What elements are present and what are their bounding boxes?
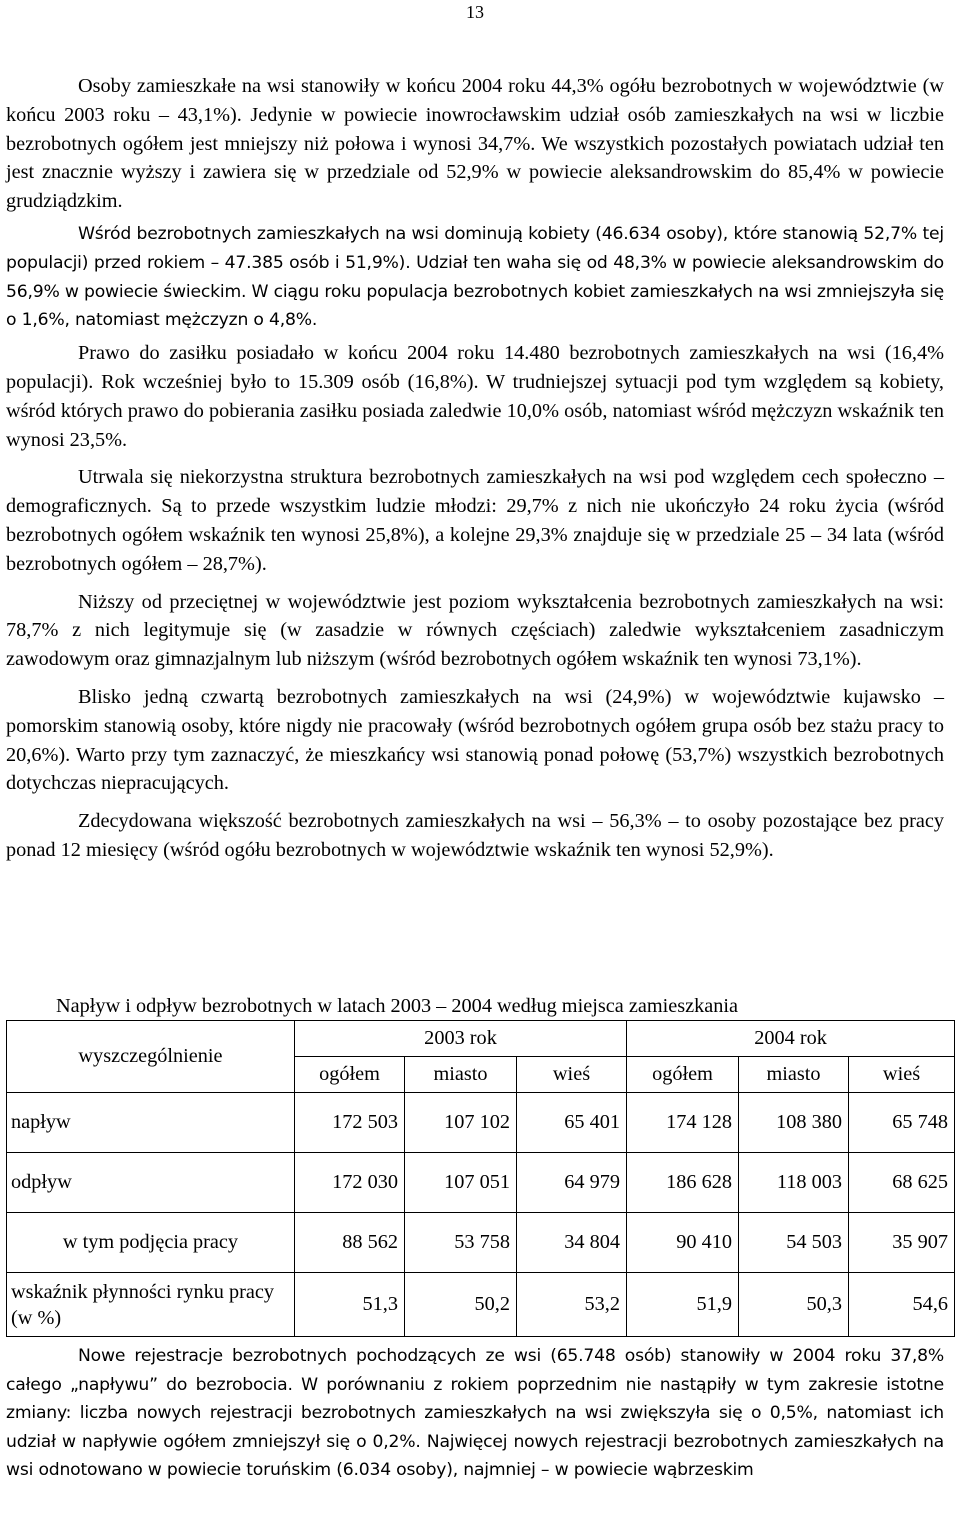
table-cell: 51,9 <box>627 1273 739 1337</box>
body-text <box>6 72 944 865</box>
header-cell-sub: ogółem <box>295 1057 405 1093</box>
table-cell: 68 625 <box>849 1153 955 1213</box>
table-cell: 186 628 <box>627 1153 739 1213</box>
table-row <box>7 1093 955 1153</box>
header-cell-sub: ogółem <box>627 1057 739 1093</box>
table-row <box>7 1213 955 1273</box>
table-cell: 65 401 <box>517 1093 627 1153</box>
row-label: odpływ <box>7 1153 295 1213</box>
paragraph-long-term: Zdecydowana większość bezrobotnych zamieszkałych na wsi – 56,3% – to osoby pozostające bez pracy ponad 12 miesięcy (wśród ogółu bezrobotnych w województwie wskaźnik ten wynosi 52,9%). <box>6 810 944 861</box>
table-cell: 118 003 <box>739 1153 849 1213</box>
paragraph-women: Wśród bezrobotnych zamieszkałych na wsi dominują kobiety (46.634 osoby), które stanowią 52,7% tej populacji) przed rokiem – 47.385 osób i 51,9%). Udział ten waha się od 48,3% w powiecie aleksandrowskim do 56,9% w powiecie świeckim. W ciągu roku populacja bezrobotnych kobiet zamieszkałych na wsi zmniejszyła się o 1,6%, natomiast mężczyzn o 4,8%. <box>6 223 944 331</box>
body-text-after-table <box>6 1342 944 1485</box>
header-cell-sub: wieś <box>517 1057 627 1093</box>
table-cell: 172 030 <box>295 1153 405 1213</box>
header-cell-label: wyszczególnienie <box>7 1021 295 1093</box>
table-cell: 50,3 <box>739 1273 849 1337</box>
table-row <box>7 1153 955 1213</box>
table-cell: 53,2 <box>517 1273 627 1337</box>
paragraph-rural-share: Osoby zamieszkałe na wsi stanowiły w końcu 2004 roku 44,3% ogółu bezrobotnych w województwie (w końcu 2003 roku – 43,1%). Jedynie w powiecie inowrocławskim udział osób zamieszkałych na wsi w liczbie bezrobotnych ogółem jest mniejszy niż połowa i wynosi 34,7%. We wszystkich pozostałych powiatach udział ten jest znacznie wyższy i zawiera się w przedziale od 52,9% w powiecie aleksandrowskim do 85,4% w powiecie grudziądzkim. <box>6 75 944 213</box>
table-cell: 88 562 <box>295 1213 405 1273</box>
table-cell: 108 380 <box>739 1093 849 1153</box>
table-cell: 54,6 <box>849 1273 955 1337</box>
header-cell-sub: miasto <box>405 1057 517 1093</box>
header-cell-year: 2004 rok <box>627 1021 955 1057</box>
paragraph-new-registrations: Nowe rejestracje bezrobotnych pochodzących ze wsi (65.748 osób) stanowiły w 2004 roku 37,8% całego „napływu” do bezrobocia. W porównaniu z rokiem poprzednim nie nastąpiły w tym zakresie istotne zmiany: liczba nowych rejestracji bezrobotnych zamieszkałych na wsi zwiększyła się o 0,5%, natomiast ich udział w napływie ogółem zmniejszył się o 0,2%. Najwięcej nowych rejestracji bezrobotnych zamieszkałych na wsi odnotowano w powiecie toruńskim (6.034 osoby), najmniej – w powiecie wąbrzeskim <box>6 1346 944 1481</box>
table-cell: 90 410 <box>627 1213 739 1273</box>
header-cell-sub: miasto <box>739 1057 849 1093</box>
row-label: napływ <box>7 1093 295 1153</box>
table-cell: 53 758 <box>405 1213 517 1273</box>
table-cell: 35 907 <box>849 1213 955 1273</box>
table-cell: 65 748 <box>849 1093 955 1153</box>
header-cell-sub: wieś <box>849 1057 955 1093</box>
table-caption: Napływ i odpływ bezrobotnych w latach 2003 – 2004 według miejsca zamieszkania <box>56 995 739 1017</box>
row-label: w tym podjęcia pracy <box>7 1213 295 1273</box>
flow-table <box>6 1020 955 1337</box>
table-cell: 64 979 <box>517 1153 627 1213</box>
paragraph-demographics: Utrwala się niekorzystna struktura bezrobotnych zamieszkałych na wsi pod względem cech społeczno – demograficznych. Są to przede wszystkim ludzie młodzi: 29,7% z nich nie ukończyło 24 roku życia (wśród bezrobotnych ogółem wskaźnik ten wynosi 25,8%), a kolejne 29,3% znajduje się w przedziale 25 – 34 lata (wśród bezrobotnych ogółem – 28,7%). <box>6 466 944 575</box>
table-cell: 174 128 <box>627 1093 739 1153</box>
paragraph-benefits: Prawo do zasiłku posiadało w końcu 2004 roku 14.480 bezrobotnych zamieszkałych na wsi (16,4% populacji). Rok wcześniej było to 15.309 osób (16,8%). W trudniejszej sytuacji pod tym względem są kobiety, wśród których prawo do pobierania zasiłku posiada zaledwie 10,0% osób, natomiast wśród mężczyzn wskaźnik ten wynosi 23,5%. <box>6 342 944 451</box>
table-cell: 107 102 <box>405 1093 517 1153</box>
table-cell: 50,2 <box>405 1273 517 1337</box>
table-cell: 107 051 <box>405 1153 517 1213</box>
paragraph-no-work-history: Blisko jedną czwartą bezrobotnych zamieszkałych na wsi (24,9%) w województwie kujawsko – pomorskim stanowią osoby, które nigdy nie pracowały (wśród bezrobotnych ogółem grupa osób bez stażu pracy to 20,6%). Warto przy tym zaznaczyć, że mieszkańcy wsi stanowią ponad połowę (53,7%) wszystkich bezrobotnych dotychczas niepracujących. <box>6 685 944 795</box>
page-number: 13 <box>466 2 484 22</box>
row-label: wskaźnik płynności rynku pracy (w %) <box>7 1273 295 1337</box>
table-cell: 54 503 <box>739 1213 849 1273</box>
table-cell: 172 503 <box>295 1093 405 1153</box>
table-cell: 34 804 <box>517 1213 627 1273</box>
table-header-row-years <box>7 1021 955 1057</box>
paragraph-education: Niższy od przeciętnej w województwie jest poziom wykształcenia bezrobotnych zamieszkałych na wsi: 78,7% z nich legitymuje się (w zasadzie w równych częściach) zaledwie wykształceniem zasadniczym zawodowym oraz gimnazjalnym lub niższym (wśród bezrobotnych ogółem wskaźnik ten wynosi 73,1%). <box>6 590 944 671</box>
table-cell: 51,3 <box>295 1273 405 1337</box>
table-row <box>7 1273 955 1337</box>
header-cell-year: 2003 rok <box>295 1021 627 1057</box>
